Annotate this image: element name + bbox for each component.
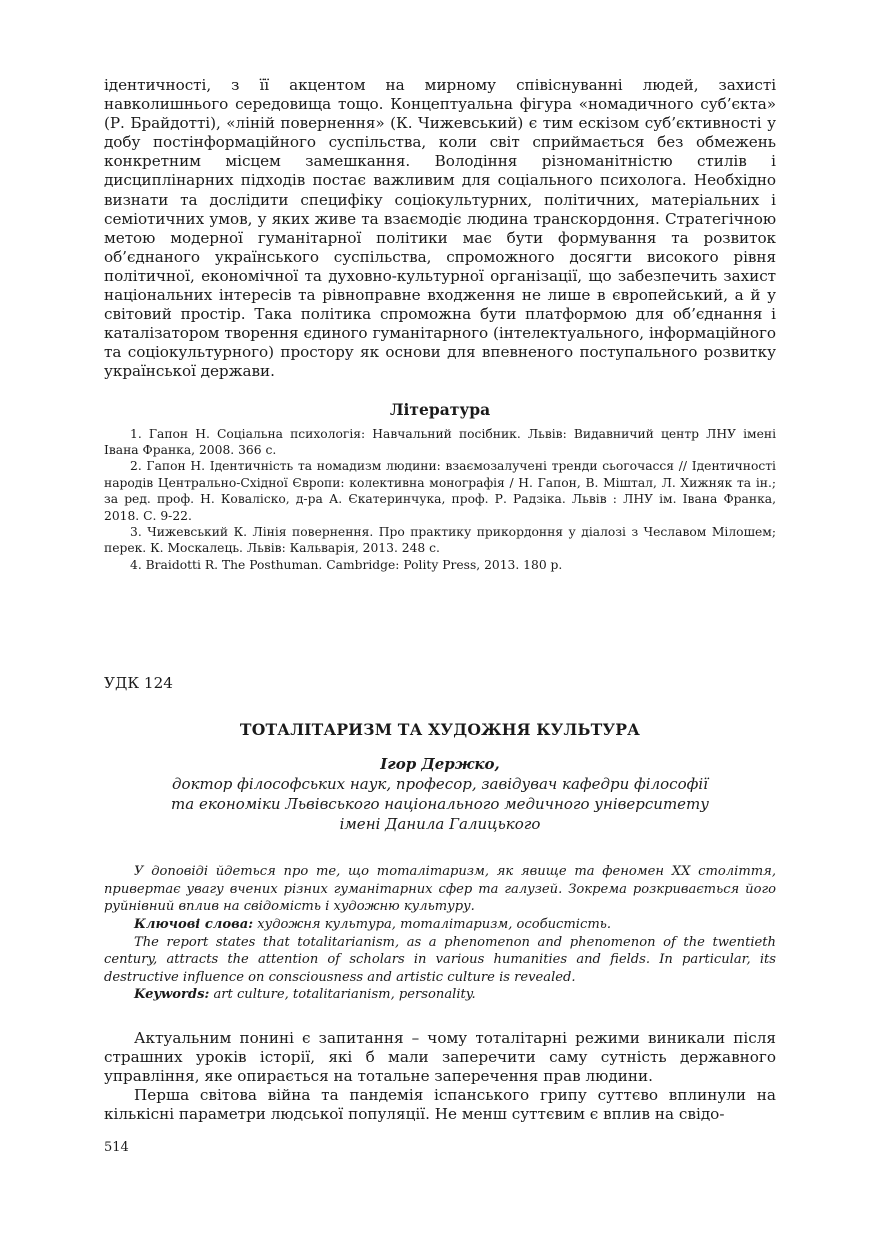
udk-code: УДК 124 <box>104 674 173 693</box>
literature-heading: Література <box>389 399 491 419</box>
reference-list <box>104 426 776 574</box>
literature-section <box>104 400 776 574</box>
author-name: Ігор Держко, <box>380 755 500 774</box>
author-affiliation <box>104 774 776 834</box>
affiliation-line: доктор філософських наук, професор, завідувач кафедри філософії <box>172 775 708 794</box>
keywords-text: art culture, totalitarianism, personality. <box>209 987 476 1003</box>
abstract-ukrainian: У доповіді йдеться про те, що тоталітаризм, як явище та феномен ХХ століття, привертає увагу вчених різних гуманітарних сфер та галузей. Зокрема розкривається його руйнівний вплив на свідомість і художню культуру. <box>104 864 776 915</box>
page-content <box>104 76 776 1124</box>
article-body <box>104 1029 776 1124</box>
reference-item: 1. Гапон Н. Соціальна психологія: Навчальний посібник. Львів: Видавничий центр ЛНУ імені Івана Франка, 2008. 366 с. <box>104 426 776 457</box>
intro-paragraph: ідентичності, з її акцентом на мирному співіснуванні людей, захисті навколишнього середовища тощо. Концептуальна фігура «номадичного суб’єкта» (Р. Брайдотті), «ліній повернення» (К. Чижевський) є тим ескізом суб’єктивності у добу постінформаційного суспільства, коли світ сприймається без обмежень конкретним місцем замешкання. Володіння різноманітністю стилів і дисциплінарних підходів постає важливим для соціального психолога. Необхідно визнати та дослідити специфіку соціокультурних, політичних, матеріальних і семіотичних умов, у яких живе та взаємодіє людина транскордоння. Стратегічною метою модерної гуманітарної політики має бути формування та розвиток об’єднаного українського суспільства, спроможного досягти високого рівня політичної, економічної та духовно-культурної організації, що забезпечить захист національних інтересів та рівноправне входження не лише в європейський, а й у світовий простір. Така політика спроможна бути платформою для об’єднання і каталізатором творення єдиного гуманітарного (інтелектуального, інформаційного та соціокультурного) простору як основи для впевненого поступального розвитку української держави. <box>104 76 776 381</box>
reference-item: 2. Гапон Н. Ідентичність та номадизм людини: взаємозалучені тренди сьогочасся // Ідентичності народів Центрально-Східної Європи: колективна монографія / Н. Гапон, В. Міштал, Л. Хижняк та ін.; за ред. проф. Н. Коваліско, д-ра А. Єкатеринчука, проф. Р. Радзіка. Львів : ЛНУ ім. Івана Франка, 2018. С. 9-22. <box>104 459 776 523</box>
abstract-english: The report states that totalitarianism, as a phenomenon and phenomenon of the twentieth century, attracts the attention of scholars in various humanities and fields. In particular, its destructive influence on consciousness and artistic culture is revealed. <box>104 934 776 985</box>
keywords-ukrainian <box>104 916 776 934</box>
keywords-english <box>104 986 776 1004</box>
keywords-text: художня культура, тоталітаризм, особистість. <box>253 916 612 932</box>
keywords-label: Ключові слова: <box>134 916 254 932</box>
page-number: 514 <box>104 1140 129 1155</box>
keywords-label: Keywords: <box>134 987 210 1003</box>
body-paragraph: Актуальним понині є запитання – чому тоталітарні режими виникали після страшних уроків історії, які б мали заперечити саму сутність державного управління, яке опирається на тотальне заперечення прав людини. <box>104 1028 776 1086</box>
reference-item: 3. Чижевський К. Лінія повернення. Про практику прикордоння у діалозі з Чеславом Мілошем; перек. К. Москалець. Львів: Кальварія, 2013. 248 с. <box>104 524 776 556</box>
reference-item: 4. Braidotti R. The Posthuman. Cambridge: Polity Press, 2013. 180 р. <box>130 557 563 572</box>
abstract-block <box>104 863 776 1004</box>
article-title: ТОТАЛІТАРИЗМ ТА ХУДОЖНЯ КУЛЬТУРА <box>239 720 641 740</box>
affiliation-line: імені Данила Галицького <box>339 815 541 834</box>
affiliation-line: та економіки Львівського національного медичного університету <box>171 795 709 814</box>
body-paragraph: Перша світова війна та пандемія іспанського грипу суттєво вплинули на кількісні параметри людської популяції. Не менш суттєвим є вплив на свідо- <box>104 1086 776 1124</box>
